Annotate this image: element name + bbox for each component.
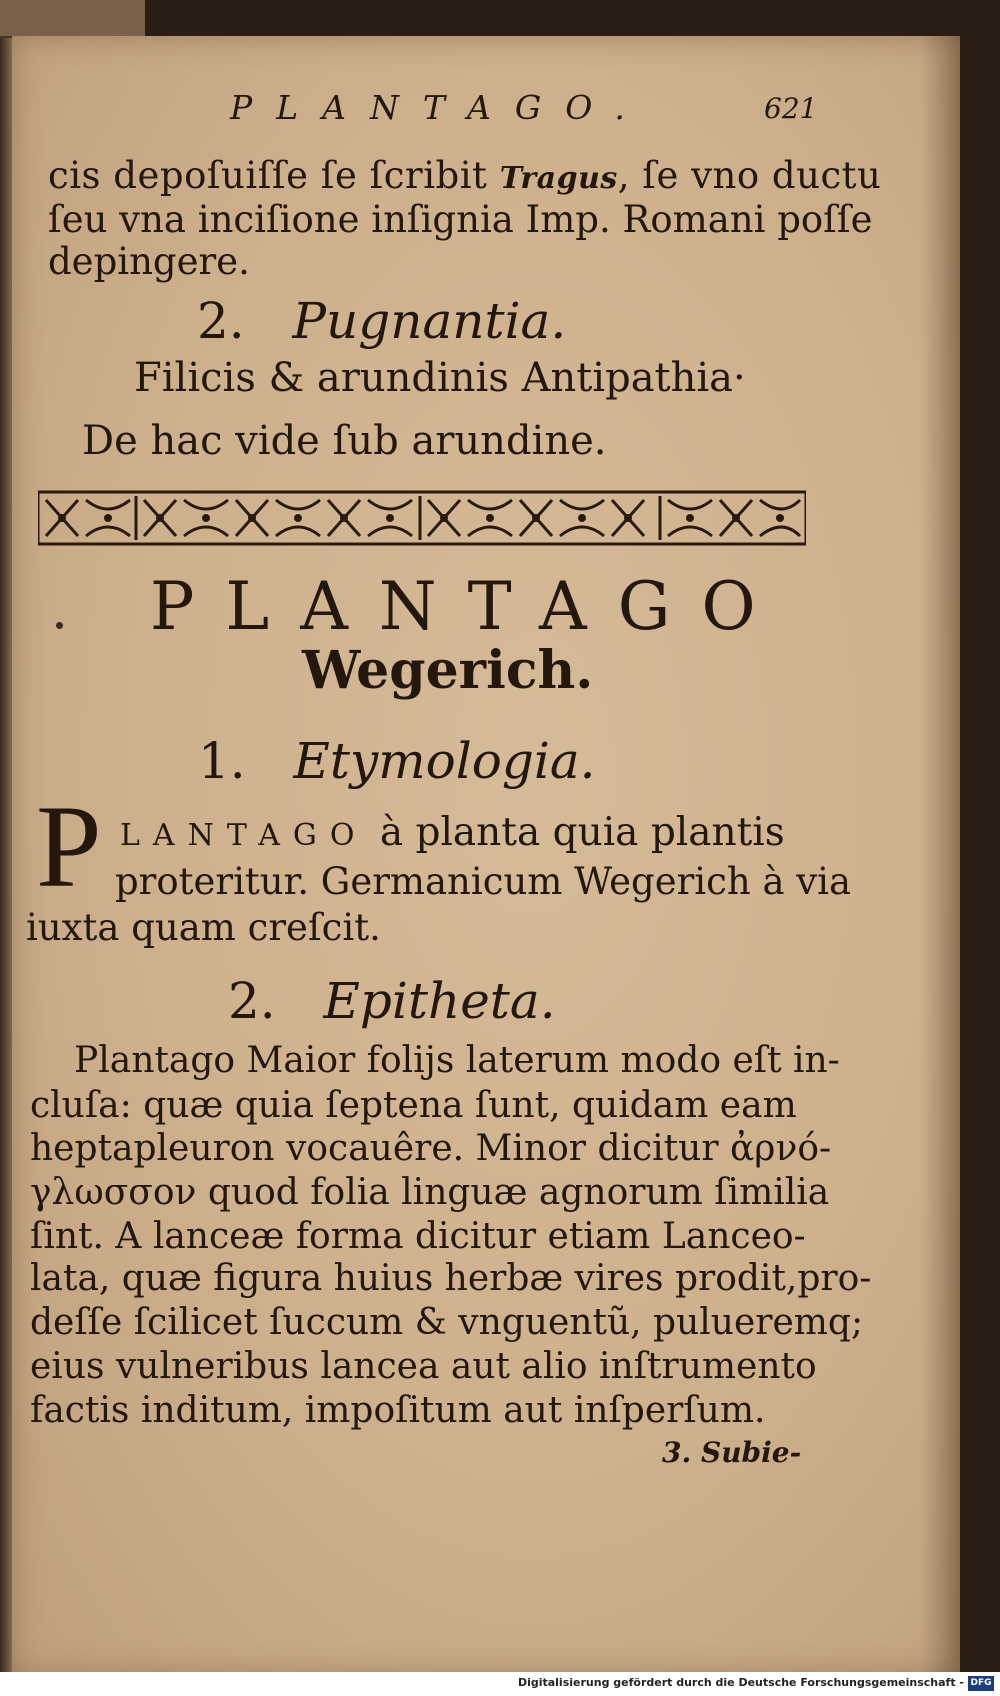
footer-bar (0, 1672, 1000, 1696)
epitheta-line: lata, quæ figura huius herbæ vires prodit,pro- (30, 1258, 872, 1299)
margin-dot (56, 622, 63, 629)
ornament-band (38, 490, 806, 546)
page-edge-shadow (920, 36, 960, 1672)
etymologia-line-3: iuxta quam creſcit. (26, 906, 381, 949)
binding-top-strip (0, 0, 145, 38)
chapter-german-title: Wegerich. (302, 640, 594, 701)
etymologia-line-1: LANTAGO à planta quia plantis (120, 810, 785, 855)
epitheta-line: deſſe ſcilicet ſuccum & vnguentũ, pulueremq; (30, 1302, 864, 1343)
dfg-logo: DFG (968, 1676, 994, 1691)
pugnantia-line-2: De hac vide ſub arundine. (82, 418, 607, 464)
epitheta-line: eius vulneribus lancea aut alio inſtrumento (30, 1346, 817, 1387)
epitheta-line: cluſa: quæ quia ſeptena ſunt, quidam eam (30, 1085, 797, 1126)
continuation-line-3: depingere. (48, 240, 250, 283)
section-heading-etymologia: 1. Etymologia. (198, 732, 596, 790)
chapter-title: PLANTAGO (150, 568, 787, 645)
running-title: PLANTAGO. (230, 88, 649, 127)
page-number: 621 (764, 92, 818, 125)
epitheta-line: heptapleuron vocauêre. Minor dicitur ἀρνό- (30, 1128, 832, 1169)
continuation-line-2: ſeu vna inciſione inſignia Imp. Romani poſſe (48, 198, 873, 241)
author-name: Tragus (499, 161, 618, 196)
section-heading-pugnantia: 2. Pugnantia. (197, 292, 567, 350)
digitization-credit: Digitalisierung gefördert durch die Deutsche Forschungsgemeinschaft - (517, 1676, 964, 1689)
catchword: 3. Subie- (662, 1436, 802, 1469)
epitheta-line: γλωσσον quod folia linguæ agnorum ſimilia (30, 1172, 830, 1213)
continuation-line-1: cis depoſuiſſe ſe ſcribit Tragus, ſe vno ductu (48, 154, 882, 197)
section-heading-epitheta: 2. Epitheta. (228, 972, 556, 1030)
pugnantia-line-1: Filicis & arundinis Antipathia· (134, 355, 746, 401)
epitheta-line: factis inditum, impoſitum aut inſperſum. (30, 1390, 766, 1431)
epitheta-line: Plantago Maior folijs laterum modo eſt in- (74, 1040, 840, 1081)
drop-cap: P (36, 781, 102, 912)
etymologia-line-2: proteritur. Germanicum Wegerich à via (115, 860, 852, 903)
epitheta-line: ſint. A lanceæ forma dicitur etiam Lanceo- (30, 1216, 806, 1257)
